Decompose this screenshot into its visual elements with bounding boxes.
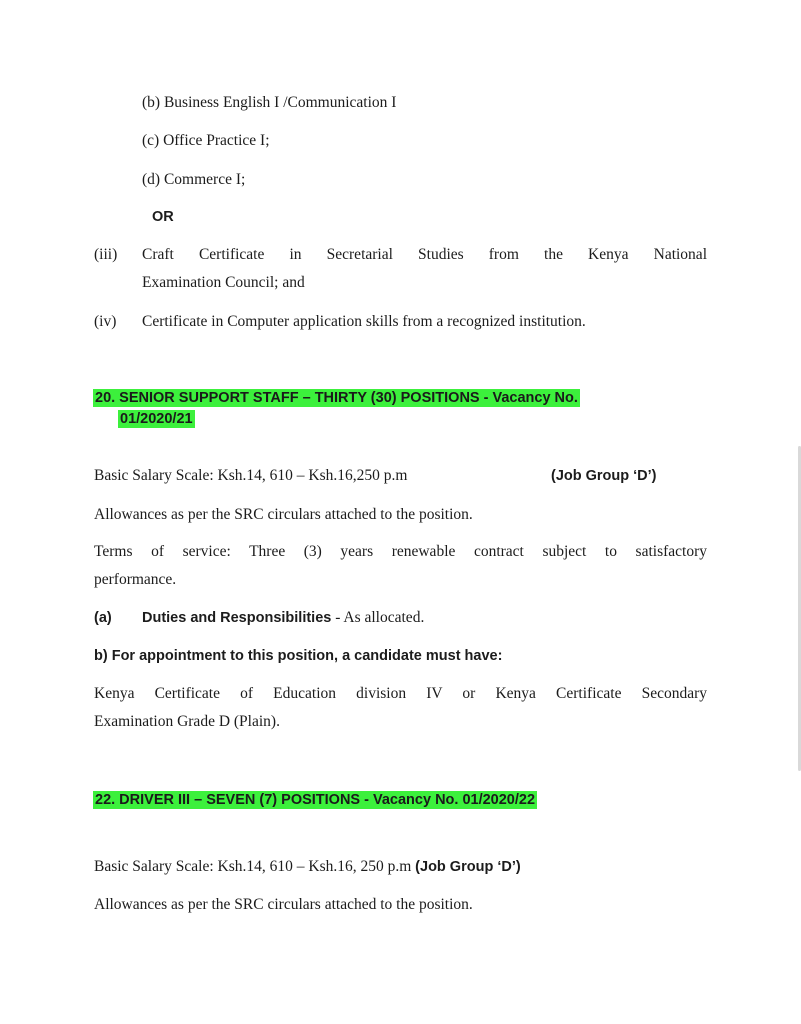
section-22-allowances: Allowances as per the SRC circulars attached to the position.: [94, 896, 473, 913]
list-item-d: (d) Commerce I;: [142, 171, 246, 188]
section-20-requirements: [94, 680, 707, 736]
list-item-iii-line1: Craft Certificate in Secretarial Studies from the Kenya National: [142, 246, 707, 263]
section-22-salary: [94, 857, 521, 877]
section-20-terms-line1: Terms of service: Three (3) years renewable contract subject to satisfactory: [94, 543, 707, 560]
list-item-iv: Certificate in Computer application skills from a recognized institution.: [142, 313, 586, 330]
section-20-appointment: b) For appointment to this position, a candidate must have:: [94, 648, 503, 664]
section-20-duties: [142, 608, 424, 628]
section-22-heading: [93, 790, 537, 810]
section-20-req-line1: Kenya Certificate of Education division IV or Kenya Certificate Secondary: [94, 685, 707, 702]
section-20-salary: Basic Salary Scale: Ksh.14, 610 – Ksh.16,250 p.m: [94, 467, 408, 484]
section-20-heading-line1: 20. SENIOR SUPPORT STAFF – THIRTY (30) POSITIONS - Vacancy No.: [95, 390, 578, 406]
section-20-duties-title: Duties and Responsibilities: [142, 610, 332, 626]
section-20-heading-cont: [118, 409, 195, 429]
section-22-job-group: (Job Group ‘D’): [415, 859, 521, 875]
section-20-terms-line2: performance.: [94, 571, 177, 588]
section-20-allowances: Allowances as per the SRC circulars attached to the position.: [94, 506, 473, 523]
list-item-b: (b) Business English I /Communication I: [142, 94, 397, 111]
list-item-c: (c) Office Practice I;: [142, 132, 270, 149]
list-item-iii: [142, 241, 707, 297]
list-label-iii: (iii): [94, 246, 118, 263]
list-item-iii-line2: Examination Council; and: [142, 274, 305, 291]
section-20-job-group: (Job Group ‘D’): [551, 468, 657, 484]
section-20-heading-line2: 01/2020/21: [120, 411, 193, 427]
or-separator: OR: [152, 209, 174, 225]
section-22-heading-text: 22. DRIVER III – SEVEN (7) POSITIONS - Vacancy No. 01/2020/22: [95, 792, 536, 808]
section-20-heading: [93, 388, 580, 408]
section-20-terms: [94, 538, 707, 594]
section-20-duties-label: (a): [94, 610, 112, 626]
section-22-salary-text: Basic Salary Scale: Ksh.14, 610 – Ksh.16, 250 p.m: [94, 858, 416, 875]
section-20-duties-text: - As allocated.: [331, 609, 425, 626]
list-label-iv: (iv): [94, 313, 117, 330]
section-20-req-line2: Examination Grade D (Plain).: [94, 713, 280, 730]
